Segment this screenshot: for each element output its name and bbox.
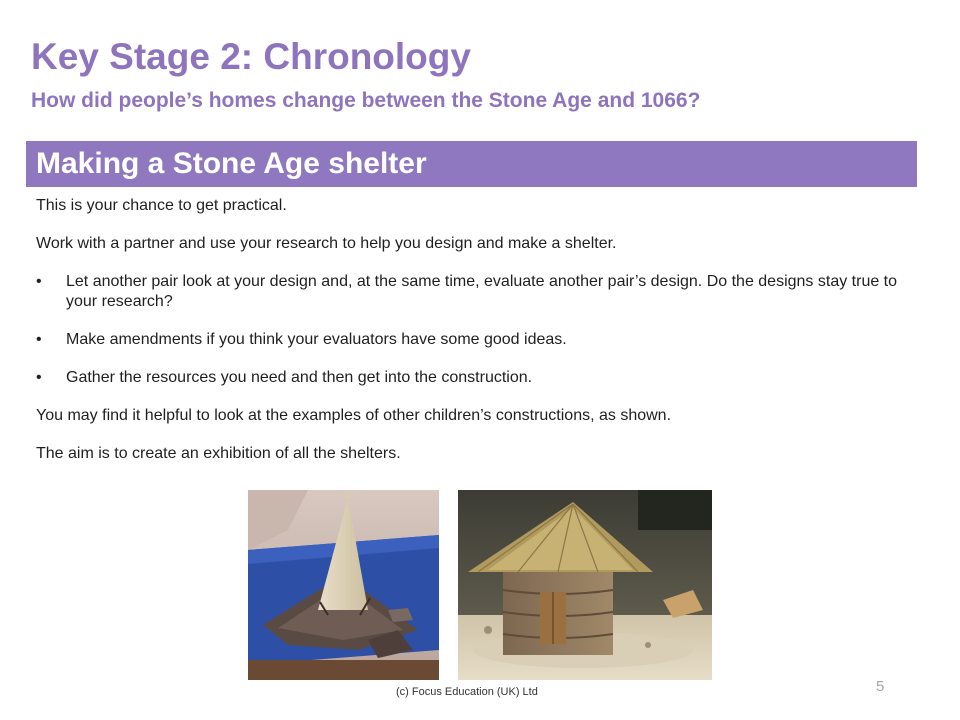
task-text: Work with a partner and use your research to help you design and make a shelter. [36, 235, 617, 252]
bullet-dot: • [36, 331, 42, 348]
slide-subtitle: How did people’s homes change between the Stone Age and 1066? [31, 89, 701, 112]
copyright-footer: (c) Focus Education (UK) Ltd [396, 686, 538, 698]
bullet-text: Gather the resources you need and then get into the construction. [66, 369, 533, 386]
section-banner [26, 141, 917, 187]
examples-text: You may find it helpful to look at the examples of other children’s constructions, as shown. [36, 407, 672, 424]
aim-text: The aim is to create an exhibition of all the shelters. [36, 445, 401, 462]
slide-title: Key Stage 2: Chronology [31, 36, 471, 77]
bullet-item [36, 330, 906, 350]
instructions [36, 196, 906, 482]
bullet-text: Make amendments if you think your evaluators have some good ideas. [66, 331, 567, 348]
tipi-shelter-photo [248, 490, 439, 680]
page-number: 5 [876, 678, 885, 695]
intro-text: This is your chance to get practical. [36, 197, 287, 214]
section-heading: Making a Stone Age shelter [36, 147, 427, 180]
bullet-text: Let another pair look at your design and, at the same time, evaluate another pair’s design. Do the designs stay true to your research? [66, 273, 898, 310]
bullet-dot: • [36, 369, 42, 386]
bullet-item [36, 272, 906, 312]
bullet-dot: • [36, 273, 42, 290]
roundhouse-photo [458, 490, 712, 680]
bullet-item [36, 368, 906, 388]
